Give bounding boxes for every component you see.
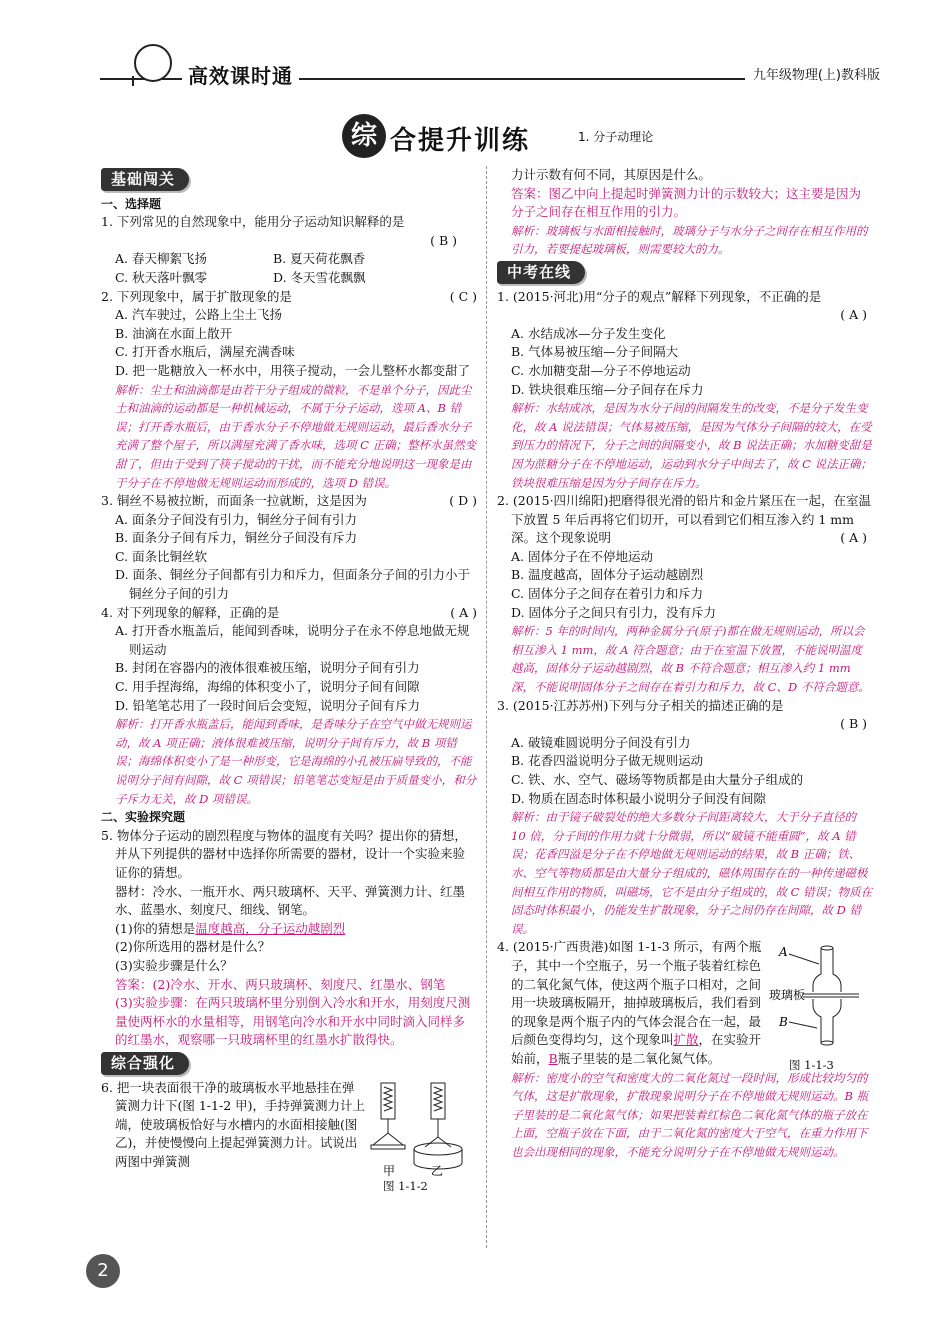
banner-comprehensive: 综合强化: [101, 1052, 189, 1075]
option: B. 温度越高，固体分子运动越剧烈: [511, 567, 704, 583]
exam-question-1: 1. (2015·河北)用“分子的观点”解释下列现象，不正确的是: [497, 288, 822, 304]
gas-bottles-figure: [769, 942, 873, 1054]
answer-blank: 温度越高，分子运动越剧烈: [195, 920, 346, 936]
banner-exam: 中考在线: [497, 261, 585, 284]
option: A. 水结成冰—分子发生变化: [511, 325, 666, 341]
option: A. 面条分子间没有引力，铜丝分子间有引力: [115, 511, 357, 527]
materials: 器材：冷水、一瓶开水、两只玻璃杯、天平、弹簧测力计、红墨水、蓝墨水、刻度尺、细线、钢笔。: [115, 883, 466, 918]
bottle-label-a: A: [779, 945, 788, 960]
part-heading: 一、选择题: [101, 196, 162, 211]
glass-plate-label: 玻璃板: [769, 988, 806, 1003]
question-2: ( C ) 2. 下列现象中，属于扩散现象的是: [101, 288, 477, 304]
option: D. 铅笔笔芯用了一段时间后会变短，说明分子间有斥力: [115, 697, 421, 713]
explanation: 解析：5 年的时间内，两种金属分子(原子)都在做无规则运动，所以会相互渗入 1 mm，故 A 符合题意；由于在室温下放置，不能说明温度越高，固体分子运动越剧烈，故 B 不符合题意；相互渗入约 1 mm 深，不能说明固体分子之间存在着引力和斥力，故 C、D 不符合题意。: [511, 624, 870, 695]
question-6-stem: 6. 把一块表面很干净的玻璃板水平地悬挂在弹簧测力计下(图 1-1-2 甲)，手持弹簧测力计上端，使玻璃板恰好与水槽内的水面相接触(图乙)，并使慢慢向上提起弹簧测力计。试说出两图中弹簧测: [101, 1079, 366, 1169]
section-subtitle: 1. 分子动理论: [578, 130, 654, 144]
question-4: ( A ) 4. 对下列现象的解释，正确的是: [101, 604, 477, 620]
question-3: ( D ) 3. 铜丝不易被拉断，而面条一拉就断，这是因为: [101, 493, 477, 509]
exam-question-4: [497, 938, 873, 1073]
exam-question-2: 2. (2015·四川绵阳)把磨得很光滑的铅片和金片紧压在一起，在室温下放置 5 年后再将它们切开，可以看到它们相互渗入约 1 mm深。这个现象说明: [497, 493, 871, 546]
sub-question: (3)实验步骤是什么？: [115, 957, 233, 973]
option: B. 花香四溢说明分子做无规则运动: [511, 753, 704, 769]
option-row: A. 春天柳絮飞扬 B. 夏天荷花飘香: [115, 251, 366, 267]
answer-text: 答案：图乙中向上提起时弹簧测力计的示数较大；这主要是因为分子之间存在相互作用的引力。: [511, 185, 862, 220]
explanation: 解析：密度小的空气和密度大的二氧化氮过一段时间，形成比较均匀的气体，这是扩散现象，扩散现象说明分子在不停地做无规则运动。B 瓶子里装的是二氧化氮气体；如果把装着红棕色二氧化氮气体的瓶子放在上面，空瓶子放在下面，由于二氧化氮的密度大于空气，在重力作用下也会出现相同的现象，不能充分说明分子在不停地做无规则运动。: [511, 1070, 869, 1159]
option: C. 打开香水瓶后，满屋充满香味: [115, 344, 295, 360]
option: A. 汽车驶过，公路上尘土飞扬: [115, 307, 282, 323]
option: C. 面条比铜丝软: [115, 548, 208, 564]
spring-scale-figure: [363, 1079, 475, 1179]
option: B. 油滴在水面上散开: [115, 325, 233, 341]
section-badge: 综: [342, 114, 386, 158]
question-6: [101, 1079, 477, 1193]
answer-bracket: ( B ): [430, 232, 457, 248]
right-column: [497, 166, 873, 1161]
answer-bracket: ( A ): [840, 307, 867, 323]
option: B. 气体易被压缩—分子间隔大: [511, 344, 679, 360]
question-5: 5. 物体分子运动的剧烈程度与物体的温度有关吗？提出你的猜想，并从下列提供的器材中选择你所需要的器材，设计一个实验来验证你的猜想。: [101, 827, 467, 880]
left-column: [101, 166, 477, 1193]
figure-label-yi: 乙: [431, 1163, 444, 1178]
answer-bracket: ( A ): [840, 530, 867, 546]
option: C. 水加糖变甜—分子不停地运动: [511, 362, 691, 378]
sub-question: (1)你的猜想是温度越高，分子运动越剧烈: [115, 920, 346, 936]
explanation: 解析：由于镜子破裂处的绝大多数分子间距离较大，大于分子直径的 10 倍，分子间的作用力就十分微弱，所以“破镜不能重圆”，故 A 错误；花香四溢是分子在不停地做无规则运动的结果，故 B 正确；铁、水、空气等物质都是由大量分子组成的，磁体周围存在的一种传递磁极间相互作用的物质，叫磁场，它不是由分子组成的，故 C 错误；物质在固态时体积最小，仍能发生扩散现象，分子之间仍存在间隙，故 D 错误。: [511, 810, 873, 936]
option: D. 铁块很难压缩—分子间存在斥力: [511, 381, 704, 397]
option: A. 破镜难圆说明分子间没有引力: [511, 734, 691, 750]
explanation: 解析：玻璃板与水面相接触时，玻璃分子与水分子之间存在相互作用的引力，若要提起玻璃板，则需要较大的力。: [511, 223, 868, 257]
grade-label: 九年级物理(上)教科版: [745, 64, 880, 83]
section-heading: 合提升训练: [390, 126, 531, 156]
option: C. 固体分子之间存在着引力和斥力: [511, 586, 704, 602]
option: D. 面条、铜丝分子间都有引力和斥力，但面条分子间的引力小于铜丝分子间的引力: [115, 567, 471, 602]
answer-text: 答案：(2)冷水、开水、两只玻璃杯、刻度尺、红墨水、钢笔: [115, 976, 446, 992]
answer-blank: 扩散: [673, 1032, 699, 1048]
option: B. 面条分子间有斥力，铜丝分子间没有斥力: [115, 530, 358, 546]
option: D. 物质在固态时体积最小说明分子间没有间隙: [511, 790, 767, 806]
column-divider: [486, 166, 487, 1248]
page-number: 2: [86, 1254, 120, 1288]
figure-caption: 图 1-1-2: [383, 1178, 428, 1193]
figure-caption: 图 1-1-3: [789, 1058, 834, 1073]
option: A. 打开香水瓶盖后，能闻到香味，说明分子在永不停息地做无规则运动: [115, 623, 470, 657]
option: B. 封闭在容器内的液体很难被压缩，说明分子间有引力: [115, 660, 420, 676]
option: A. 固体分子在不停地运动: [511, 548, 653, 564]
bottle-label-b: B: [779, 1015, 788, 1030]
option-row: C. 秋天落叶飘零 D. 冬天雪花飘飘: [115, 269, 366, 285]
page-header: [100, 56, 880, 106]
question-1: 1. 下列常见的自然现象中，能用分子运动知识解释的是: [101, 214, 405, 230]
question-6-continued: 力计示数有何不同，其原因是什么。: [511, 167, 712, 182]
exam-question-4-stem: 4. (2015·广西贵港)如图 1-1-3 所示，有两个瓶子，其中一个空瓶子，另一个瓶子装着红棕色的二氧化氮气体，使这两个瓶子口相对，之间用一块玻璃板隔开，抽掉玻璃板后，我们看到的现象是两个瓶子内的气体会混合在一起，最后颜色变得均匀，这个现象叫扩散，在实验开始前，B瓶子里装的是二氧化氮气体。: [497, 939, 762, 1066]
answer-blank: B: [548, 1050, 558, 1066]
sub-question: (2)你所选用的器材是什么？: [115, 939, 271, 955]
answer-text: (3)实验步骤：在两只玻璃杯里分别倒入冷水和开水，用刻度尺测量使两杯水的水量相等，用钢笔向冷水和开水中同时滴入同样多的红墨水，观察哪一只玻璃杯里的红墨水扩散得快。: [115, 995, 471, 1048]
banner-basic: 基础闯关: [101, 168, 189, 191]
answer-bracket: ( B ): [840, 716, 867, 732]
section-title: [340, 114, 670, 158]
explanation: 解析：水结成冰，是因为水分子间的间隔发生的改变，不是分子发生变化，故 A 说法错误；气体易被压缩，是因为气体分子间隔的较大，在受到压力的情况下，分子之间的间隔变小，故 B 说法正确；水加糖变甜是因为蔗糖分子在不停地运动，运动到水分子中间去了，故 C 说法正确；铁块很难压缩是因为分子间存在斥力。: [511, 401, 873, 490]
exam-question-3: 3. (2015·江苏苏州)下列与分子相关的描述正确的是: [497, 697, 784, 713]
alarm-clock-icon: [134, 44, 172, 82]
explanation: 解析：尘土和油滴都是由若干分子组成的微粒，不是单个分子，因此尘土和油滴的运动都是一种机械运动，不属于分子运动，选项 A、B 错误；打开香水瓶后，由于香水分子不停地做无规则运动，最后香水分子充满了整个屋子，所以满屋充满了香水味，选项 C 正确；整杯水虽然变甜了，但由于受到了筷子搅动的干扰，而不能充分地说明这一现象是由于分子在不停地做无规则运动而形成的，选项 D 错误。: [115, 382, 477, 490]
option: D. 把一匙糖放入一杯水中，用筷子搅动，一会儿整杯水都变甜了: [115, 362, 471, 378]
figure-label-jia: 甲: [383, 1163, 396, 1178]
part-heading: 二、实验探究题: [101, 810, 186, 825]
explanation: 解析：打开香水瓶盖后，能闻到香味，是香味分子在空气中做无规则运动，故 A 项正确；液体很难被压缩，说明分子间有斥力，故 B 项错误；海绵体积变小了是一种形变，它是海绵的小孔被压扁导致的，不能说明分子间有间隙，故 C 项错误；铅笔笔芯变短是由于质量变小，和分子斥力无关，故 D 项错误。: [115, 717, 477, 806]
option: C. 用手捏海绵，海绵的体积变小了，说明分子间有间隙: [115, 679, 420, 695]
brand-logo: 高效课时通: [182, 60, 299, 89]
option: D. 固体分子之间只有引力，没有斥力: [511, 604, 717, 620]
option: C. 铁、水、空气、磁场等物质都是由大量分子组成的: [511, 772, 804, 787]
